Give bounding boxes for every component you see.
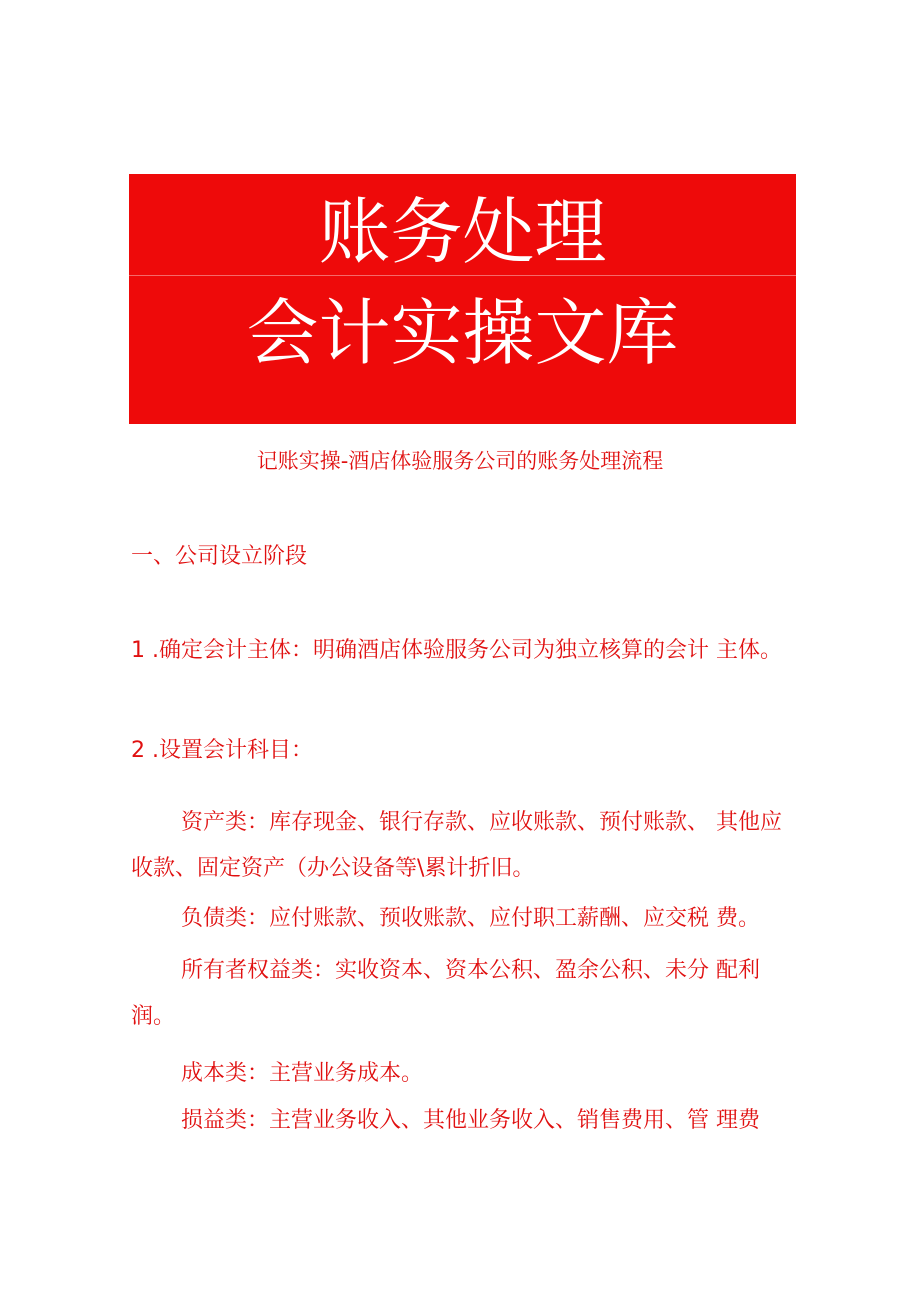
paragraph-equity-accounts: 所有者权益类：实收资本、资本公积、盈余公积、未分 配利润。 (131, 958, 760, 1029)
paragraph-liability-accounts: 负债类：应付账款、预收账款、应付职工薪酬、应交税 费。 (181, 906, 760, 931)
banner-divider (129, 275, 796, 276)
document-subtitle: 记账实操-酒店体验服务公司的账务处理流程 (256, 449, 664, 473)
section-heading: 一、公司设立阶段 (131, 544, 308, 569)
paragraph-accounts-setup: 2 .设置会计科目： (131, 738, 313, 763)
banner-title-line1: 账务处理 (318, 190, 607, 274)
paragraph-accounting-entity: 1 .确定会计主体：明确酒店体验服务公司为独立核算的会计 主体。 (131, 638, 782, 663)
paragraph-profit-loss-accounts: 损益类：主营业务收入、其他业务收入、销售费用、管 理费 (181, 1108, 760, 1133)
paragraph-asset-accounts: 资产类：库存现金、银行存款、应收账款、预付账款、 其他应收款、固定资产（办公设备等\累计折旧。 (131, 810, 782, 881)
paragraph-cost-accounts: 成本类：主营业务成本。 (181, 1061, 424, 1086)
banner-title-line2: 会计实操文库 (246, 291, 679, 375)
